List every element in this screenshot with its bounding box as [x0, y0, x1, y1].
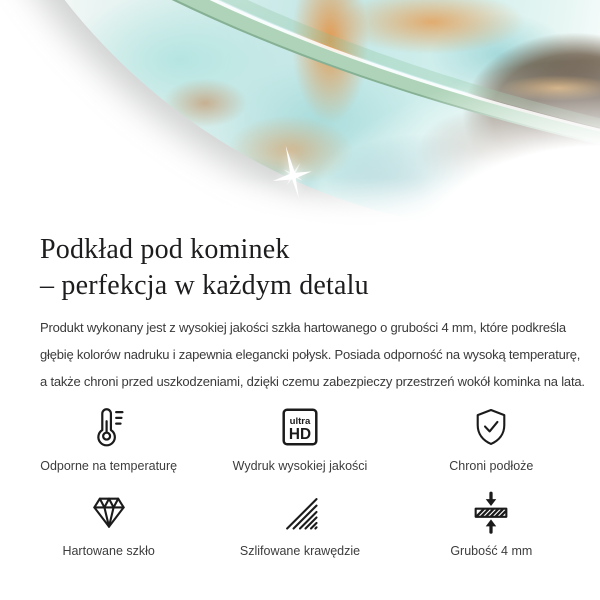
hero-product-image [0, 0, 600, 228]
sparkle-glint-icon [258, 140, 328, 210]
svg-text:ultra: ultra [289, 416, 311, 428]
description-line: Produkt wykonany jest z wysokiej jakości szkła hartowanego o grubości 4 mm, które podkreśla [40, 320, 566, 335]
feature-grid [0, 403, 600, 559]
feature-temperature [13, 403, 204, 474]
title-line-2: – perfekcja w każdym detalu [40, 270, 369, 301]
feature-tempered-glass [13, 488, 204, 559]
feature-label: Hartowane szkło [62, 544, 155, 558]
description-line: głębię kolorów nadruku i zapewnia elegancki połysk. Posiada odporność na wysoką temperaturę, [40, 347, 581, 362]
title-line-1: Podkład pod kominek [40, 234, 290, 265]
feature-label: Szlifowane krawędzie [239, 544, 361, 558]
product-description [40, 314, 585, 395]
description-line: a także chroni przed uszkodzeniami, dzięki czemu zabezpieczy przestrzeń wokół kominka na lata. [40, 374, 585, 389]
feature-label: Grubość 4 mm [450, 544, 533, 558]
feature-label: Odporne na temperaturę [40, 459, 178, 473]
feature-print-quality [204, 403, 395, 474]
feature-polished-edges [204, 488, 395, 559]
svg-text:HD: HD [288, 425, 312, 443]
feature-label: Chroni podłoże [449, 459, 534, 473]
thickness-icon [468, 488, 514, 536]
thermometer-icon [86, 403, 132, 451]
feature-label: Wydruk wysokiej jakości [232, 459, 368, 473]
feature-protects-floor [396, 403, 587, 474]
ultra-hd-icon [277, 403, 323, 451]
page-title [40, 232, 560, 304]
product-copy-section [0, 232, 600, 395]
shield-check-icon [469, 403, 513, 451]
diamond-icon [86, 488, 132, 536]
feature-thickness [396, 488, 587, 559]
polished-edges-icon [277, 488, 323, 536]
